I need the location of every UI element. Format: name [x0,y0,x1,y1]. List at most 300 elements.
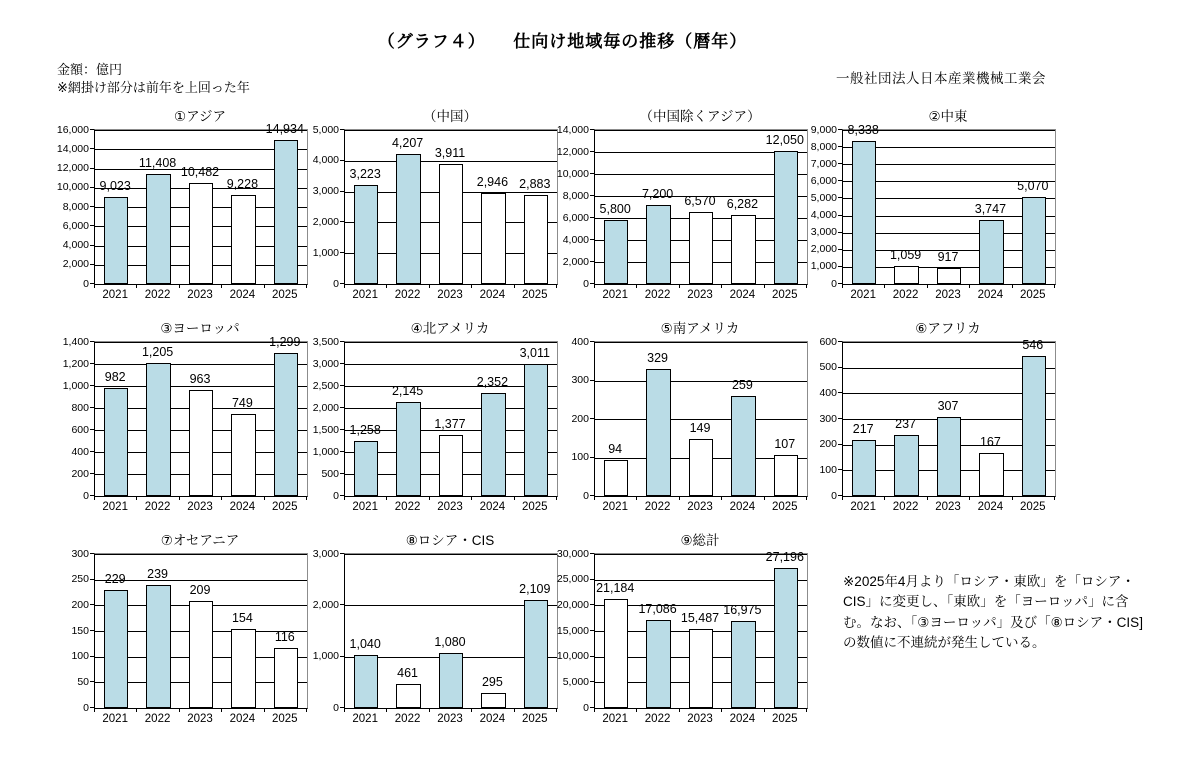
x-axis-tick [1054,284,1055,288]
x-axis-tick [514,284,515,288]
bar-value-label: 21,184 [596,581,635,596]
y-axis-label: 4,000 [810,209,837,222]
x-axis-label: 2021 [352,501,378,513]
x-axis-tick [221,496,222,500]
y-axis-label: 0 [83,277,89,290]
bar-value-label: 307 [937,399,959,414]
x-axis-label: 2022 [394,501,421,513]
plot-area [94,129,308,285]
y-axis-label: 500 [819,361,837,374]
y-axis-label: 200 [71,598,89,611]
x-axis-label: 2024 [479,501,506,513]
y-axis-tick [90,604,94,605]
y-axis-tick [590,217,594,218]
y-axis-tick [590,173,594,174]
x-axis-tick [594,496,595,500]
y-axis-tick [838,444,842,445]
y-axis-tick [340,604,344,605]
y-axis-label: 0 [83,701,89,714]
bar-2022 [646,620,671,708]
y-axis-tick [90,681,94,682]
bar-2021 [852,141,877,284]
y-axis-tick [340,252,344,253]
y-axis-tick [340,407,344,408]
bar-value-label: 1,080 [434,634,466,649]
bar-2021 [604,460,629,496]
y-axis-label: 0 [831,277,837,290]
y-axis-tick [838,341,842,342]
x-axis-tick [806,708,807,712]
y-axis-label: 20,000 [556,598,589,611]
x-axis-label: 2021 [850,289,876,301]
organization-name: 一般社団法人日本産業機械工業会 [836,71,1046,86]
y-axis-tick [90,473,94,474]
y-axis-tick [90,264,94,265]
x-axis-tick [94,708,95,712]
x-axis-tick [514,708,515,712]
x-axis-tick [179,496,180,500]
bar-value-label: 6,282 [726,196,759,211]
y-axis-label: 6,000 [62,219,89,232]
bar-2022 [894,435,919,496]
y-axis-tick [838,197,842,198]
x-axis-tick [636,284,637,288]
y-axis-label: 2,000 [312,401,339,414]
x-axis-tick [842,284,843,288]
bar-value-label: 16,975 [723,602,762,617]
y-axis-label: 3,500 [312,335,339,348]
bar-value-label: 229 [104,572,126,587]
y-axis-tick [90,225,94,226]
y-axis-tick [340,385,344,386]
y-axis-label: 3,000 [810,226,837,239]
y-axis-label: 8,000 [562,189,589,202]
y-axis-label: 5,000 [810,191,837,204]
bar-2021 [604,220,629,284]
y-axis-label: 7,000 [810,157,837,170]
x-axis-tick [94,284,95,288]
x-axis-tick [1054,496,1055,500]
y-axis-tick [838,418,842,419]
x-axis-label: 2023 [437,713,463,725]
y-axis-tick [90,630,94,631]
bar-value-label: 546 [1022,337,1044,352]
bar-value-label: 17,086 [638,602,677,617]
y-axis-label: 200 [819,438,837,451]
shading-legend-note: ※網掛け部分は前年を上回った年 [57,80,250,96]
x-axis-label: 2022 [644,501,671,513]
y-axis-label: 0 [333,489,339,502]
y-axis-label: 0 [583,277,589,290]
bar-2021 [104,197,129,284]
y-axis-tick [590,656,594,657]
x-axis-tick [969,284,970,288]
y-axis-tick [838,215,842,216]
bar-value-label: 1,205 [141,345,174,360]
chart-africa [800,315,1058,515]
bar-2022 [646,205,671,284]
y-axis-tick [90,363,94,364]
x-axis-label: 2021 [602,713,628,725]
y-axis-label: 1,000 [62,379,89,392]
y-axis-label: 3,000 [312,357,339,370]
chart-title: ③ヨーロッパ [160,321,240,336]
y-axis-label: 1,500 [312,423,339,436]
bar-value-label: 461 [397,666,419,681]
x-axis-label: 2024 [229,713,256,725]
y-axis-label: 400 [71,445,89,458]
y-axis-tick [340,341,344,342]
unit-note: 金額：億円 [57,62,123,77]
x-axis-tick [594,708,595,712]
y-axis-tick [340,451,344,452]
bar-value-label: 2,145 [391,383,424,398]
bar-value-label: 3,911 [434,145,466,160]
bar-value-label: 982 [104,369,126,384]
bar-2023 [937,268,962,284]
y-axis-tick [838,180,842,181]
y-axis-label: 14,000 [56,142,89,155]
y-axis-label: 200 [571,412,589,425]
x-axis-label: 2024 [729,501,756,513]
chart-title: （中国除くアジア） [639,109,761,124]
x-axis-tick [679,284,680,288]
y-axis-label: 100 [571,451,589,463]
bar-value-label: 2,352 [476,374,509,389]
y-axis-label: 6,000 [562,211,589,224]
bar-2022 [396,684,421,708]
bar-2025 [274,353,299,496]
bar-2024 [231,414,256,496]
bar-value-label: 27,196 [765,550,804,565]
x-axis-tick [1012,496,1013,500]
gridline [345,161,557,162]
x-axis-tick [264,284,265,288]
x-axis-tick [884,496,885,500]
bar-2021 [354,655,379,708]
x-axis-tick [594,284,595,288]
x-axis-tick [636,708,637,712]
x-axis-tick [764,496,765,500]
y-axis-label: 10,000 [556,650,589,663]
y-axis-label: 30,000 [556,547,589,560]
x-axis-label: 2021 [352,713,378,725]
y-axis-label: 10,000 [556,167,589,180]
bar-2025 [774,151,799,284]
y-axis-label: 800 [71,401,89,414]
y-axis-label: 1,400 [62,335,89,348]
x-axis-label: 2024 [729,713,756,725]
y-axis-tick [340,191,344,192]
x-axis-tick [679,496,680,500]
x-axis-tick [884,284,885,288]
bar-value-label: 12,050 [765,133,804,148]
x-axis-tick [927,284,928,288]
x-axis-label: 2024 [229,501,256,513]
bar-value-label: 15,487 [680,610,720,625]
y-axis-label: 0 [583,701,589,714]
y-axis-tick [90,553,94,554]
y-axis-tick [590,630,594,631]
y-axis-tick [90,407,94,408]
x-axis-label: 2023 [437,289,463,301]
y-axis-tick [590,239,594,240]
x-axis-tick [842,496,843,500]
x-axis-label: 2021 [602,289,628,301]
y-axis-label: 100 [71,650,89,663]
y-axis-label: 8,000 [62,200,89,213]
bar-value-label: 94 [608,441,623,456]
x-axis-label: 2023 [187,713,213,725]
x-axis-label: 2021 [850,501,876,513]
y-axis-label: 9,000 [810,123,837,136]
gridline [345,342,557,343]
bar-value-label: 107 [774,436,796,451]
x-axis-label: 2022 [892,289,919,301]
y-axis-label: 12,000 [56,162,89,174]
bar-2024 [979,453,1004,496]
bar-value-label: 2,109 [519,581,551,596]
y-axis-tick [90,129,94,130]
chart-china [302,103,560,303]
x-axis-tick [136,496,137,500]
bar-2025 [524,600,549,708]
y-axis-label: 14,000 [556,123,589,136]
x-axis-label: 2025 [271,501,298,513]
chart-title: ①アジア [173,109,227,124]
x-axis-label: 2025 [521,289,548,301]
y-axis-tick [590,681,594,682]
chart-title: （中国） [423,109,477,124]
bar-2023 [689,439,714,496]
y-axis-tick [90,429,94,430]
bar-value-label: 5,800 [599,202,631,217]
bar-value-label: 149 [689,420,711,435]
bar-value-label: 10,482 [180,165,220,180]
y-axis-label: 2,000 [312,598,339,611]
chart-asia [52,103,310,303]
bar-value-label: 5,070 [1017,179,1049,194]
bar-2023 [689,629,714,708]
y-axis-tick [590,195,594,196]
y-axis-label: 300 [819,412,837,425]
x-axis-label: 2025 [521,713,548,725]
y-axis-tick [590,604,594,605]
chart-oceania [52,527,310,727]
y-axis-tick [340,553,344,554]
y-axis-label: 1,000 [810,260,837,273]
x-axis-tick [264,496,265,500]
bar-value-label: 329 [647,351,669,366]
x-axis-label: 2025 [771,289,798,301]
x-axis-tick [471,708,472,712]
x-axis-tick [471,496,472,500]
gridline [345,130,557,131]
gridline [95,554,307,555]
page-title: （グラフ４） 仕向け地域毎の推移（暦年） [377,32,748,51]
x-axis-tick [721,284,722,288]
y-axis-label: 2,000 [810,243,837,256]
y-axis-label: 4,000 [62,239,89,251]
y-axis-tick [590,418,594,419]
y-axis-tick [340,160,344,161]
x-axis-label: 2022 [144,289,171,301]
y-axis-label: 600 [819,335,837,348]
x-axis-label: 2021 [352,289,378,301]
x-axis-tick [429,496,430,500]
y-axis-tick [838,232,842,233]
x-axis-tick [927,496,928,500]
gridline [595,130,807,131]
y-axis-label: 2,000 [562,255,589,268]
bar-value-label: 167 [979,435,1001,450]
y-axis-label: 1,000 [312,650,339,663]
y-axis-tick [838,367,842,368]
x-axis-tick [429,708,430,712]
bar-value-label: 1,377 [434,417,466,432]
bar-value-label: 3,223 [349,166,381,181]
chart-north-america [302,315,560,515]
x-axis-label: 2024 [229,289,256,301]
footnote: ※2025年4月より「ロシア・東欧」を「ロシア・CIS」に変更し、「東欧」を「ヨーロッパ」に含む。なお、「③ヨーロッパ」及び「⑧ロシア・CIS]の数値に不連続が発生している。 [843,574,1143,650]
y-axis-tick [590,457,594,458]
y-axis-label: 0 [583,489,589,502]
y-axis-label: 5,000 [562,675,589,688]
y-axis-label: 3,000 [312,547,339,560]
y-axis-label: 600 [71,423,89,436]
x-axis-tick [94,496,95,500]
gridline [595,342,807,343]
x-axis-label: 2023 [187,501,213,513]
bar-2025 [524,195,549,284]
y-axis-label: 1,200 [62,357,89,370]
bar-value-label: 11,408 [138,156,177,171]
y-axis-tick [90,385,94,386]
x-axis-tick [386,284,387,288]
y-axis-label: 25,000 [556,573,589,586]
x-axis-label: 2025 [271,713,298,725]
chart-europe [52,315,310,515]
x-axis-tick [764,284,765,288]
bar-value-label: 917 [937,250,959,265]
y-axis-tick [340,129,344,130]
x-axis-label: 2022 [144,713,171,725]
bar-value-label: 116 [274,630,295,645]
x-axis-label: 2023 [935,289,961,301]
y-axis-tick [838,163,842,164]
y-axis-label: 4,000 [562,233,589,246]
bar-2022 [396,402,421,496]
y-axis-tick [590,553,594,554]
bar-2024 [481,693,506,708]
bar-2024 [231,195,256,284]
bar-2021 [354,185,379,284]
y-axis-label: 400 [819,386,837,399]
bar-2025 [774,568,799,708]
x-axis-tick [471,284,472,288]
y-axis-label: 400 [571,335,589,348]
bar-value-label: 14,934 [265,122,304,137]
chart-title: ④北アメリカ [410,321,490,336]
bar-2025 [1022,356,1047,496]
bar-value-label: 3,011 [519,345,550,360]
chart-title: ⑧ロシア・CIS [405,533,495,548]
bar-value-label: 2,946 [476,175,509,190]
y-axis-tick [90,656,94,657]
bar-value-label: 209 [189,582,211,597]
y-axis-label: 50 [77,675,89,688]
x-axis-tick [136,708,137,712]
bar-2024 [731,215,756,284]
y-axis-label: 2,500 [312,379,339,392]
y-axis-tick [90,451,94,452]
y-axis-label: 0 [333,701,339,714]
x-axis-label: 2021 [602,501,628,513]
y-axis-tick [590,579,594,580]
y-axis-tick [340,221,344,222]
y-axis-label: 150 [71,624,89,637]
bar-value-label: 3,747 [974,201,1007,216]
bar-value-label: 154 [231,610,253,625]
bar-value-label: 259 [731,378,753,393]
x-axis-label: 2021 [102,501,128,513]
x-axis-label: 2023 [187,289,213,301]
x-axis-label: 2023 [935,501,961,513]
x-axis-label: 2024 [977,289,1004,301]
x-axis-tick [679,708,680,712]
y-axis-tick [590,380,594,381]
y-axis-tick [90,168,94,169]
x-axis-label: 2023 [687,713,713,725]
x-axis-label: 2022 [644,713,671,725]
bar-2023 [689,212,714,284]
y-axis-label: 1,000 [312,445,339,458]
y-axis-label: 0 [83,489,89,502]
x-axis-label: 2024 [479,713,506,725]
x-axis-tick [514,496,515,500]
y-axis-label: 12,000 [556,145,589,158]
y-axis-tick [838,266,842,267]
chart-middle-east [800,103,1058,303]
y-axis-label: 8,000 [810,140,837,153]
y-axis-label: 300 [571,374,589,386]
x-axis-tick [136,284,137,288]
y-axis-label: 100 [819,463,837,476]
x-axis-label: 2024 [479,289,506,301]
x-axis-label: 2023 [687,501,713,513]
x-axis-tick [221,284,222,288]
x-axis-tick [344,708,345,712]
bar-2021 [104,388,129,496]
bar-value-label: 1,059 [889,247,922,262]
x-axis-tick [386,708,387,712]
bar-value-label: 7,200 [641,186,674,201]
chart-asia-excl-china [552,103,810,303]
bar-value-label: 4,207 [391,136,424,151]
x-axis-tick [721,708,722,712]
y-axis-tick [838,249,842,250]
x-axis-tick [764,708,765,712]
x-axis-label: 2022 [892,501,919,513]
bar-2023 [189,183,214,284]
bar-2023 [439,435,464,496]
y-axis-label: 2,000 [62,258,89,271]
bar-value-label: 295 [481,674,503,689]
x-axis-tick [344,496,345,500]
x-axis-label: 2025 [771,501,798,513]
y-axis-label: 6,000 [810,174,837,187]
plot-area [94,341,308,497]
